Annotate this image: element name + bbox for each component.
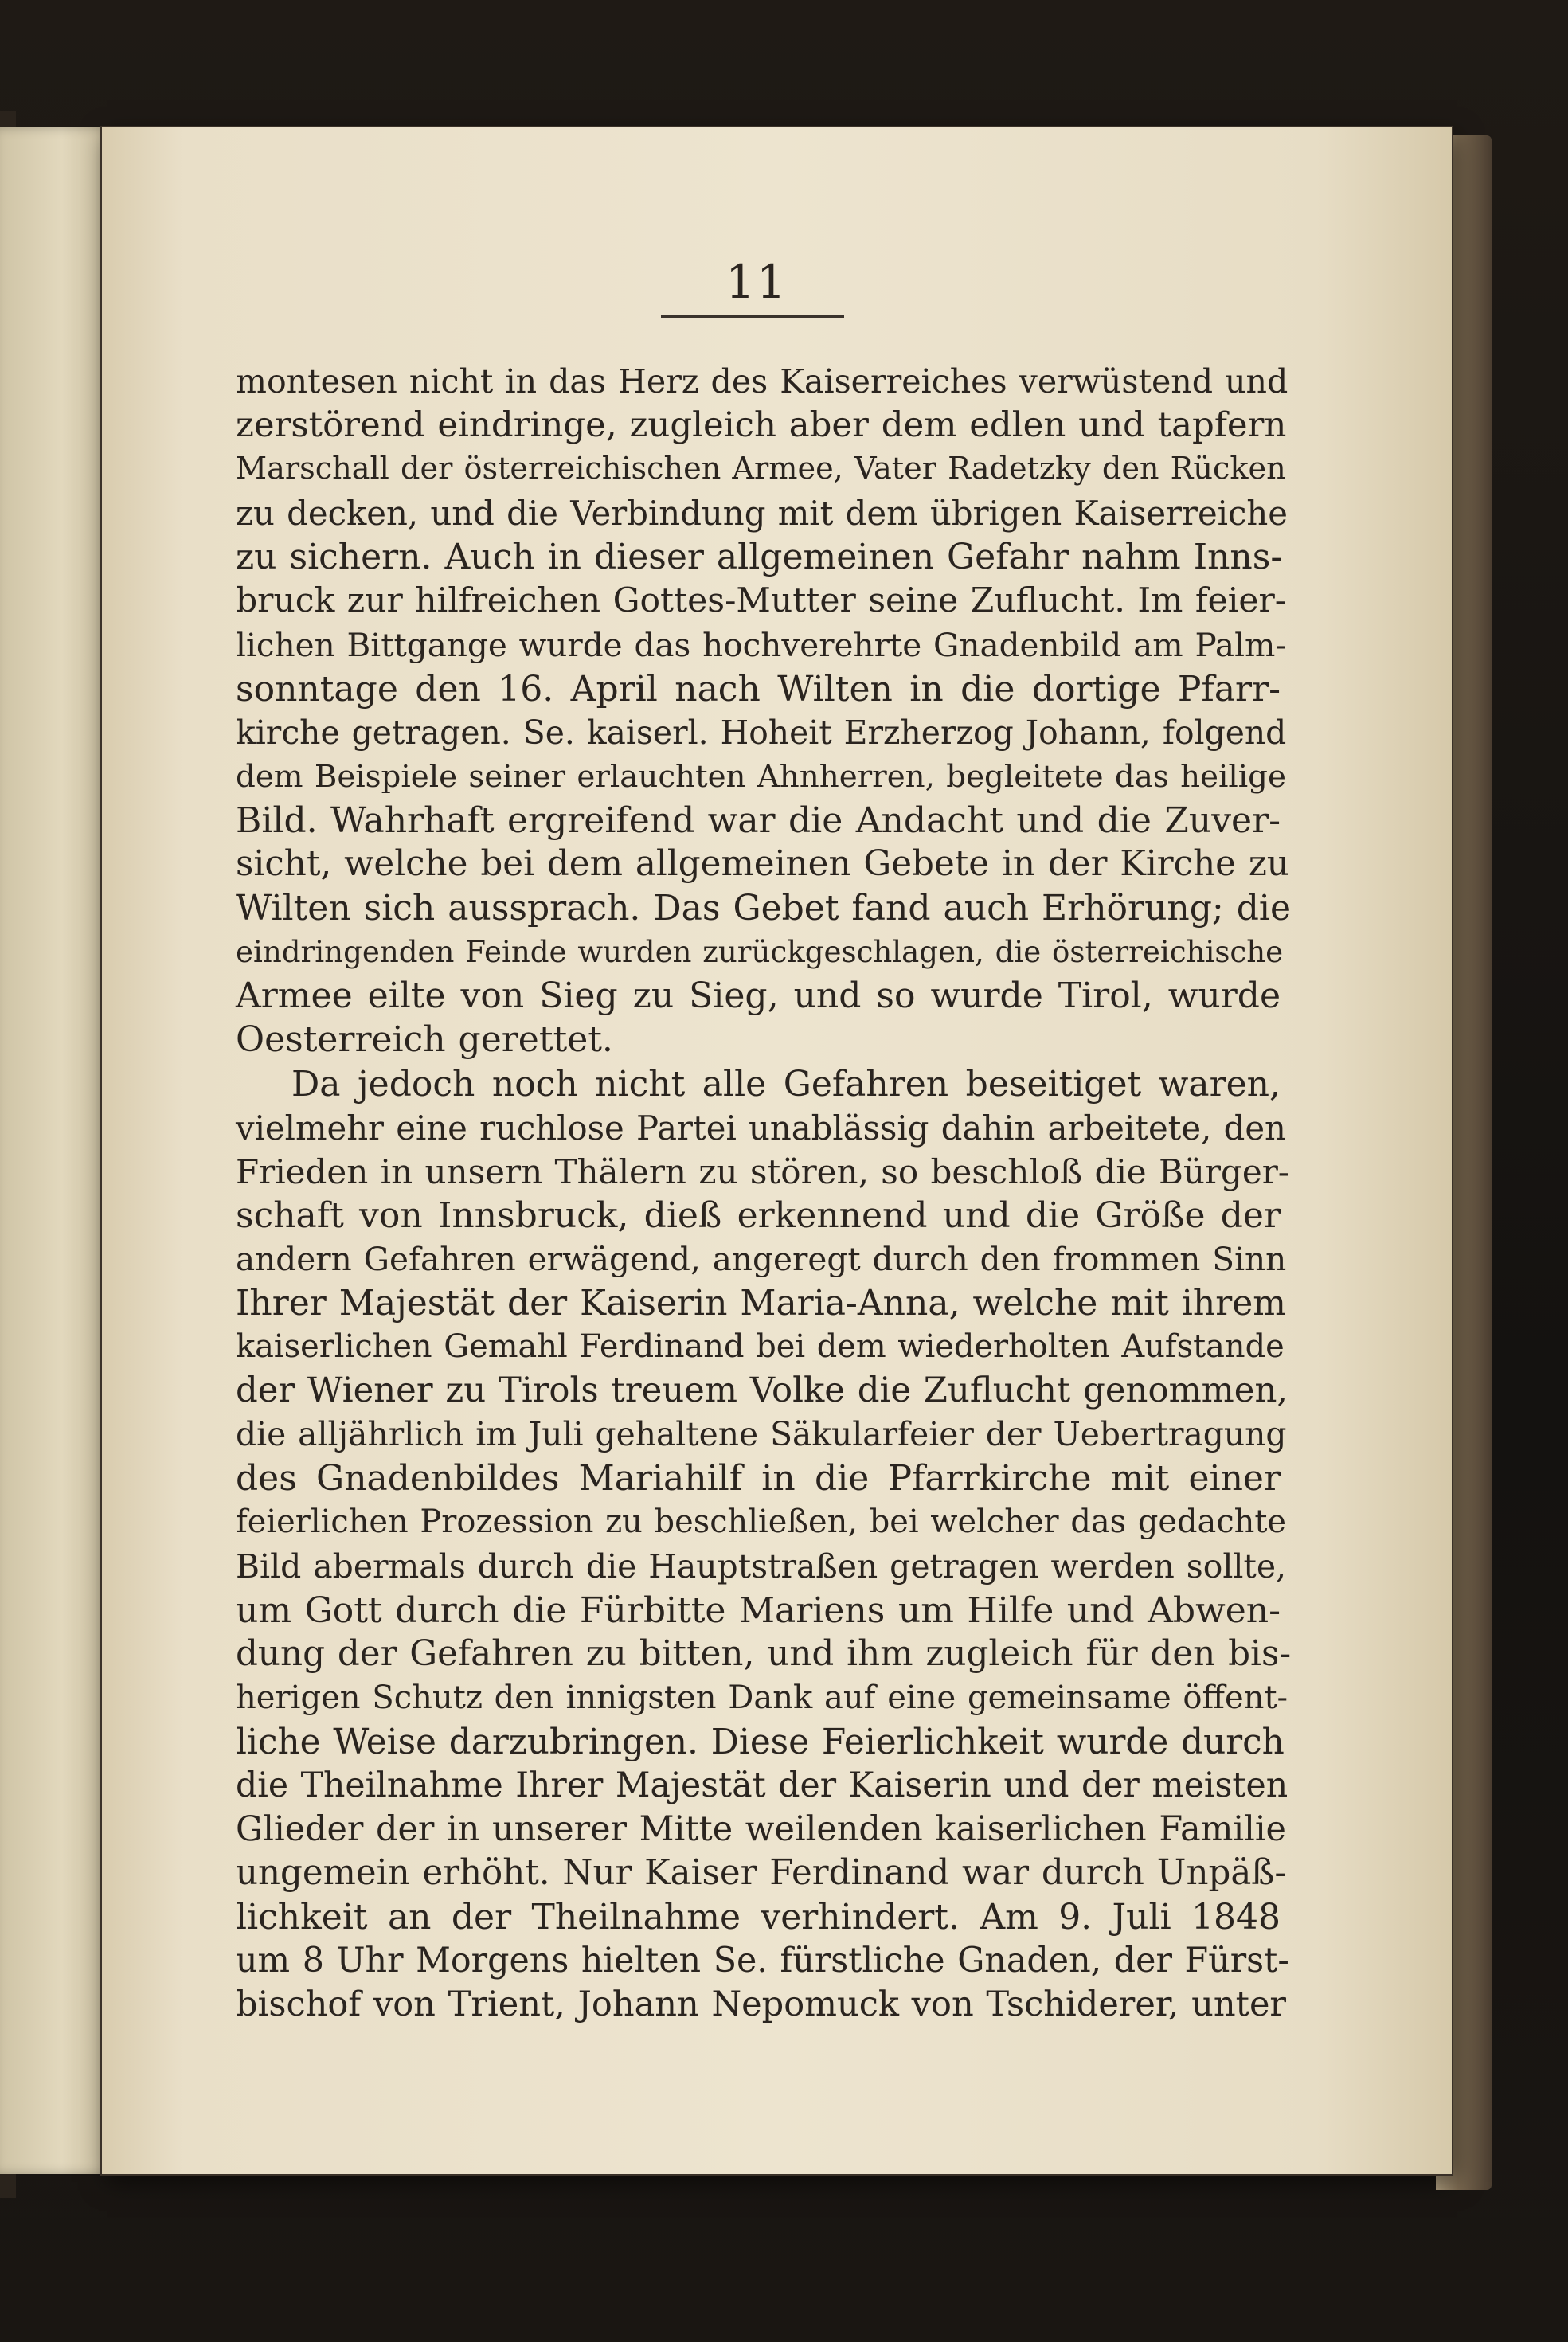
text-line: sonntage den 16. April nach Wilten in die dortige Pfarr-: [236, 668, 1281, 710]
text-line: Marschall der österreichischen Armee, Vater Radetzky den Rücken: [236, 452, 1286, 487]
text-line: lichen Bittgange wurde das hochverehrte Gnadenbild am Palm-: [236, 625, 1287, 664]
page-number: 11: [725, 255, 788, 309]
text-line: zerstörend eindringe, zugleich aber dem edlen und tapfern: [236, 405, 1287, 446]
text-line: die alljährlich im Juli gehaltene Säkularfeier der Uebertragung: [236, 1415, 1287, 1454]
text-line: dem Beispiele seiner erlauchten Ahnherren, begleitete das heilige: [236, 758, 1286, 795]
text-line: um Gott durch die Fürbitte Mariens um Hilfe und Abwen-: [236, 1589, 1281, 1631]
text-line: bischof von Trient, Johann Nepomuck von Tschiderer, unter: [236, 1984, 1287, 2025]
header-rule: [661, 315, 844, 318]
text-line: zu decken, und die Verbindung mit dem übrigen Kaiserreiche: [236, 494, 1288, 534]
text-line: Glieder der in unserer Mitte weilenden kaiserlichen Familie: [236, 1809, 1286, 1850]
text-line: vielmehr eine ruchlose Partei unablässig dahin arbeitete, den: [236, 1108, 1286, 1148]
text-line: kaiserlichen Gemahl Ferdinand bei dem wiederholten Aufstande: [236, 1328, 1285, 1366]
text-line: feierlichen Prozession zu beschließen, bei welcher das gedachte: [236, 1503, 1287, 1541]
text-line: sicht, welche bei dem allgemeinen Gebete in der Kirche zu: [236, 844, 1289, 885]
text-line: schaft von Innsbruck, dieß erkennend und die Größe der: [236, 1194, 1281, 1236]
text-line: bruck zur hilfreichen Gottes-Mutter seine Zuflucht. Im feier-: [236, 581, 1287, 621]
text-line: montesen nicht in das Herz des Kaiserreiches verwüstend und: [236, 362, 1288, 401]
text-line: um 8 Uhr Morgens hielten Se. fürstliche Gnaden, der Fürst-: [236, 1941, 1289, 1981]
text-line: Bild. Wahrhaft ergreifend war die Andacht und die Zuver-: [236, 800, 1281, 841]
text-line: Armee eilte von Sieg zu Sieg, und so wurde Tirol, wurde: [236, 976, 1281, 1017]
text-line: liche Weise darzubringen. Diese Feierlichkeit wurde durch: [236, 1721, 1285, 1762]
text-line: ungemein erhöht. Nur Kaiser Ferdinand war durch Unpäß-: [236, 1853, 1287, 1894]
text-line: Bild abermals durch die Hauptstraßen getragen werden sollte,: [236, 1546, 1287, 1585]
text-line: Wilten sich aussprach. Das Gebet fand auch Erhörung; die: [236, 888, 1291, 929]
left-page-edge: [0, 127, 111, 2174]
text-line: zu sichern. Auch in dieser allgemeinen Gefahr nahm Inns-: [236, 537, 1283, 578]
text-line: die Theilnahme Ihrer Majestät der Kaiserin und der meisten: [236, 1765, 1288, 1805]
text-line: der Wiener zu Tirols treuem Volke die Zuflucht genommen,: [236, 1370, 1288, 1411]
text-line: Frieden in unsern Thälern zu stören, so beschloß die Bürger-: [236, 1151, 1289, 1191]
text-line: eindringenden Feinde wurden zurückgeschlagen, die österreichische: [236, 935, 1284, 970]
text-line: dung der Gefahren zu bitten, und ihm zugleich für den bis-: [236, 1633, 1292, 1674]
text-line: lichkeit an der Theilnahme verhindert. Am 9. Juli 1848: [236, 1897, 1281, 1938]
text-line: kirche getragen. Se. kaiserl. Hoheit Erzherzog Johann, folgend: [236, 713, 1287, 752]
text-line: Da jedoch noch nicht alle Gefahren beseitiget waren,: [291, 1063, 1281, 1105]
text-line: andern Gefahren erwägend, angeregt durch den frommen Sinn: [236, 1239, 1287, 1278]
text-line: des Gnadenbildes Mariahilf in die Pfarrkirche mit einer: [236, 1458, 1281, 1499]
text-line: Oesterreich gerettet.: [236, 1019, 613, 1061]
text-line: Ihrer Majestät der Kaiserin Maria-Anna, welche mit ihrem: [236, 1282, 1286, 1323]
body-text: [236, 360, 1292, 2027]
text-line: herigen Schutz den innigsten Dank auf eine gemeinsame öffent-: [236, 1679, 1288, 1716]
